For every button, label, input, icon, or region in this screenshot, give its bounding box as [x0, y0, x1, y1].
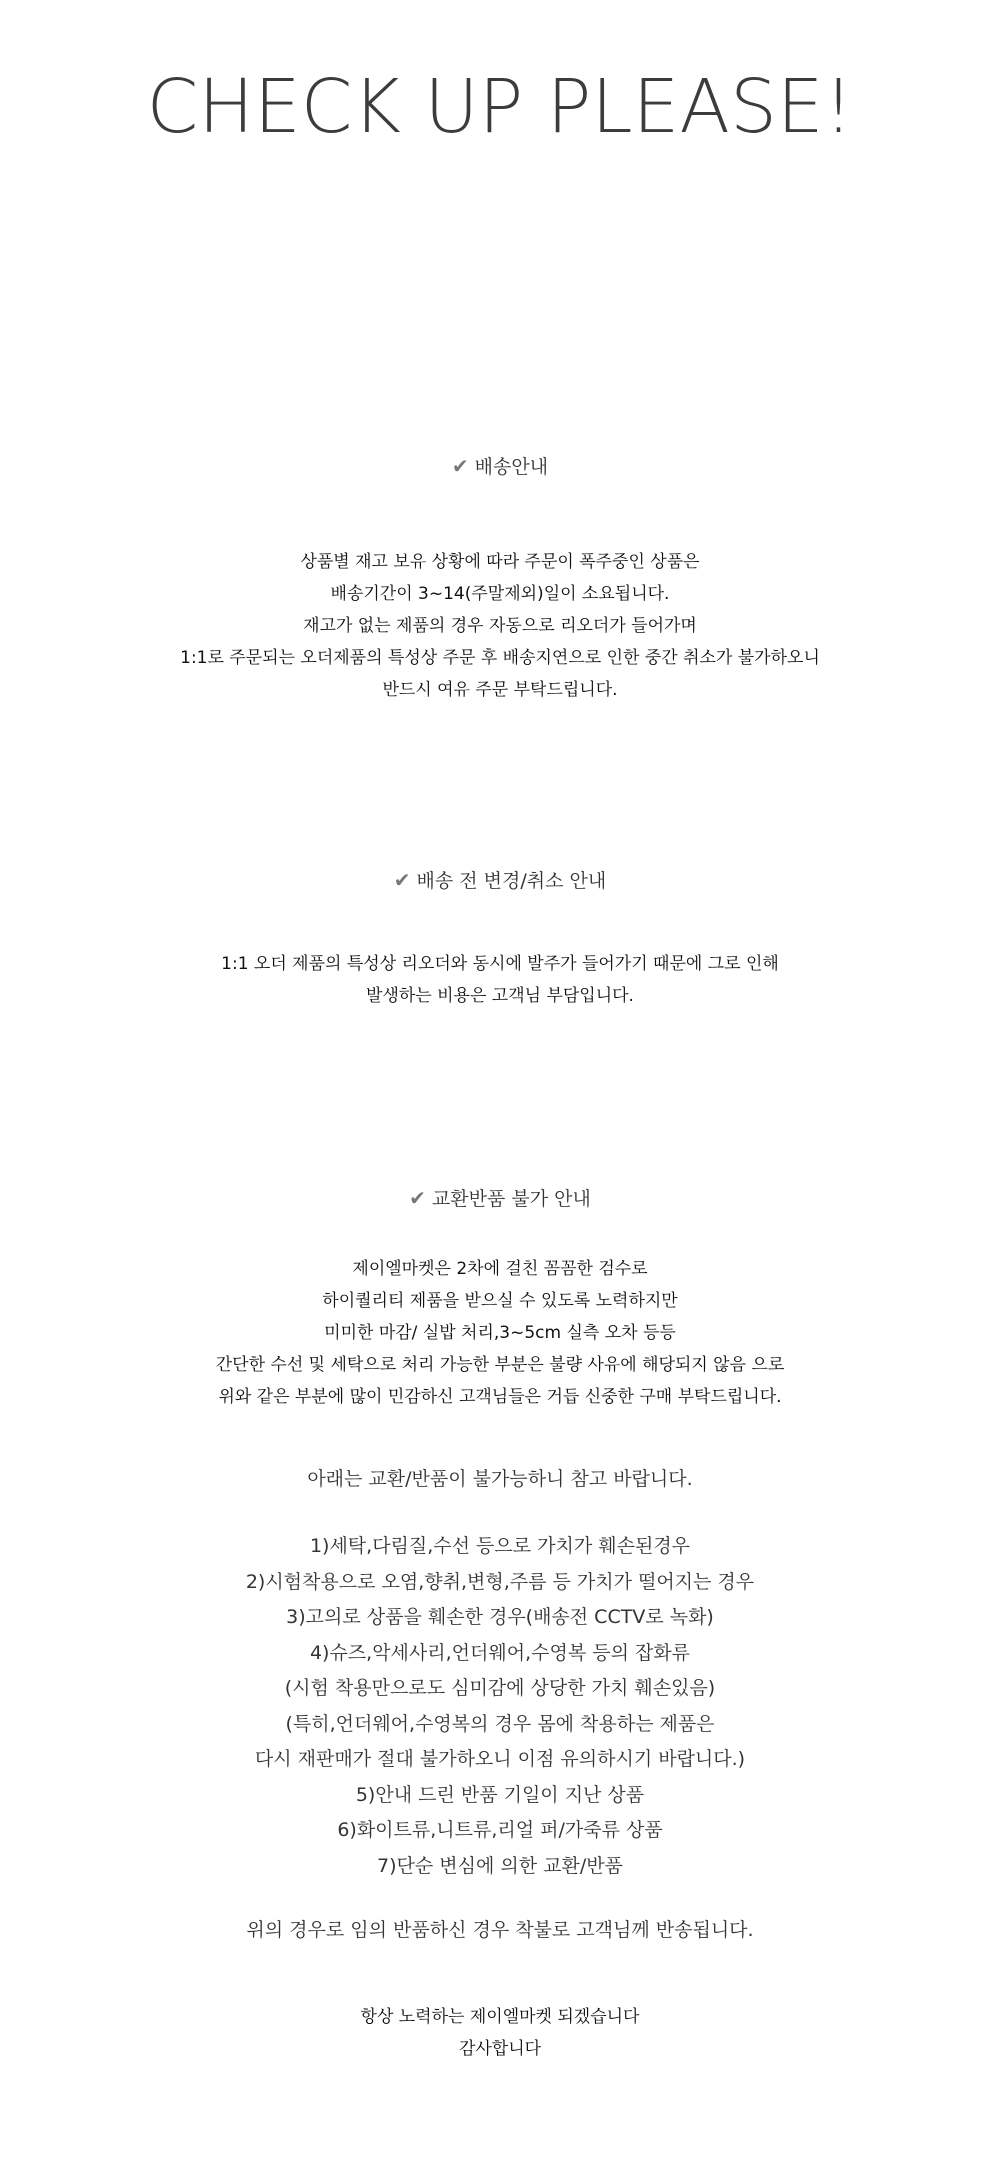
text-line: 항상 노력하는 제이엘마켓 되겠습니다	[360, 2007, 640, 2027]
text-line: 하이퀄리티 제품을 받으실 수 있도록 노력하지만	[322, 1291, 678, 1311]
text-line: 위와 같은 부분에 많이 민감하신 고객님들은 거듭 신중한 구매 부탁드립니다.	[218, 1387, 782, 1407]
check-icon: ✔	[409, 1186, 426, 1210]
section-heading-no-return	[0, 1185, 1000, 1212]
text-line: 재고가 없는 제품의 경우 자동으로 리오더가 들어가며	[303, 616, 697, 636]
list-item: 7)단순 변심에 의한 교환/반품	[377, 1854, 623, 1877]
list-item: 5)안내 드린 반품 기일이 지난 상품	[355, 1783, 645, 1806]
list-item: 2)시험착용으로 오염,향취,변형,주름 등 가치가 떨어지는 경우	[245, 1570, 755, 1593]
text-line: 발생하는 비용은 고객님 부담입니다.	[366, 986, 634, 1006]
check-icon: ✔	[451, 454, 469, 478]
shipping-paragraph	[0, 546, 1000, 706]
heading-label: 배송안내	[474, 456, 549, 478]
closing-message	[0, 2001, 1000, 2065]
no-return-paragraph	[0, 1253, 1000, 1413]
text-line: 1:1로 주문되는 오더제품의 특성상 주문 후 배송지연으로 인한 중간 취소가 불가하오니	[180, 648, 820, 668]
list-item: 6)화이트류,니트류,리얼 퍼/가죽류 상품	[337, 1819, 663, 1841]
return-note: 위의 경우로 임의 반품하신 경우 착불로 고객님께 반송됩니다.	[246, 1919, 754, 1941]
section-heading-shipping	[0, 453, 1000, 480]
text-line: 미미한 마감/ 실밥 처리,3~5cm 실측 오차 등등	[324, 1323, 676, 1343]
text-line: 감사합니다	[458, 2039, 542, 2059]
list-item: 3)고의로 상품을 훼손한 경우(배송전 CCTV로 녹화)	[286, 1606, 714, 1628]
page-title: CHECK UP PLEASE!	[146, 64, 854, 150]
text-line: 배송기간이 3~14(주말제외)일이 소요됩니다.	[330, 584, 670, 604]
list-item: (시험 착용만으로도 심미감에 상당한 가치 훼손있음)	[284, 1677, 716, 1699]
list-item: 1)세탁,다림질,수선 등으로 가치가 훼손된경우	[309, 1535, 691, 1557]
text-line: 반드시 여유 주문 부탁드립니다.	[382, 680, 618, 700]
no-return-list	[0, 1529, 1000, 1884]
section-heading-change-cancel	[0, 867, 1000, 894]
list-item: 다시 재판매가 절대 불가하오니 이점 유의하시기 바랍니다.)	[254, 1748, 746, 1770]
change-cancel-paragraph	[0, 948, 1000, 1012]
list-item: 4)슈즈,악세사리,언더웨어,수영복 등의 잡화류	[309, 1641, 691, 1664]
list-item: (특히,언더웨어,수영복의 경우 몸에 착용하는 제품은	[285, 1712, 715, 1735]
text-line: 제이엘마켓은 2차에 걸친 꼼꼼한 검수로	[352, 1259, 648, 1279]
text-line: 1:1 오더 제품의 특성상 리오더와 동시에 발주가 들어가기 때문에 그로 인해	[221, 954, 779, 974]
text-line: 상품별 재고 보유 상황에 따라 주문이 폭주중인 상품은	[300, 552, 700, 572]
check-icon: ✔	[393, 868, 411, 892]
heading-label: 배송 전 변경/취소 안내	[416, 870, 607, 892]
text-line: 간단한 수선 및 세탁으로 처리 가능한 부분은 불량 사유에 해당되지 않음 으로	[215, 1355, 785, 1375]
no-return-intro: 아래는 교환/반품이 불가능하니 참고 바랍니다.	[307, 1468, 693, 1490]
heading-label: 교환반품 불가 안내	[431, 1188, 591, 1210]
